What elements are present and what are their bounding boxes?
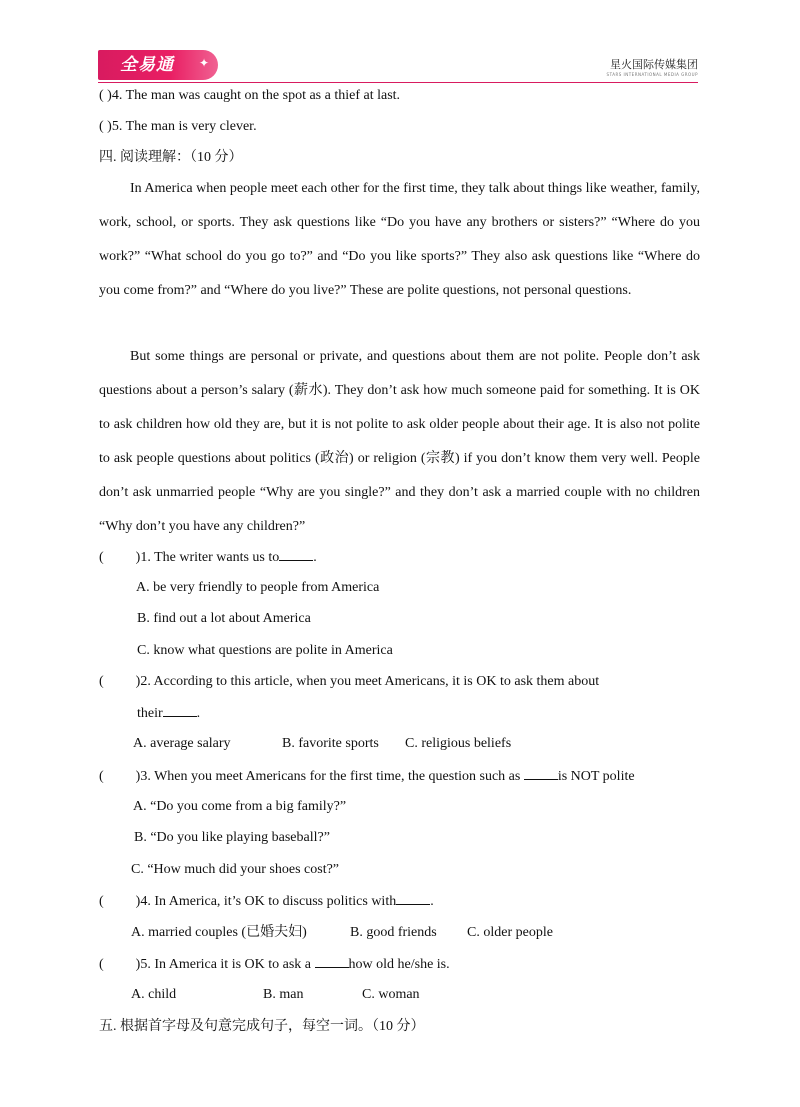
question-2-end: . <box>196 706 201 721</box>
section-5-title: 五. 根据首字母及句意完成句子，每空一词。（10 分） <box>99 1019 425 1034</box>
page-header <box>98 50 698 84</box>
q3-option-a: A. “Do you come from a big family?” <box>133 799 347 814</box>
answer-blank <box>279 548 313 561</box>
q4-option-b: B. good friends <box>350 925 437 940</box>
answer-blank <box>524 767 558 780</box>
q2-option-a: A. average salary <box>133 736 231 751</box>
top-item-4: ( )4. The man was caught on the spot as a thief at last. <box>99 88 401 103</box>
question-5 <box>99 955 450 974</box>
section-4-title: 四. 阅读理解：（10 分） <box>99 150 243 165</box>
logo-text: 全易通 <box>120 55 174 75</box>
q4-option-a: A. married couples (已婚夫妇) <box>131 925 307 940</box>
answer-blank <box>163 704 197 717</box>
question-1-stem: )1. The writer wants us to <box>135 550 280 565</box>
paren-open: ( <box>99 894 104 909</box>
question-2 <box>99 673 599 691</box>
question-1-end: . <box>313 550 317 565</box>
answer-blank <box>315 955 349 968</box>
header-divider <box>98 82 698 83</box>
question-3-stem: )3. When you meet Americans for the first time, the question such as <box>135 769 521 784</box>
answer-blank <box>396 892 430 905</box>
paren-open: ( <box>99 674 104 689</box>
publisher-mark <box>607 56 698 77</box>
q1-option-a: A. be very friendly to people from America <box>136 580 380 595</box>
q3-option-b: B. “Do you like playing baseball?” <box>134 830 330 845</box>
q4-option-c: C. older people <box>467 925 553 940</box>
paren-open: ( <box>99 550 104 565</box>
question-3 <box>99 767 635 786</box>
question-3-end: is NOT polite <box>557 769 635 784</box>
question-5-stem: )5. In America it is OK to ask a <box>135 957 312 972</box>
q2-option-b: B. favorite sports <box>282 736 379 751</box>
paren-open: ( <box>99 957 104 972</box>
question-4 <box>99 892 434 911</box>
q5-option-b: B. man <box>263 987 304 1002</box>
q2-option-c: C. religious beliefs <box>405 736 512 751</box>
star-icon: ✦ <box>198 56 210 70</box>
passage-paragraph-2: But some things are personal or private, and questions about them are not polite. People don’t ask questions about a person’s salary (薪水). They don’t ask how much someone paid for something. It is OK to ask children how old they are, but it is not polite to ask older people about their age. It is also not polite to ask people questions about politics (政治) or religion (宗教) if you don’t know them very well. People don’t ask unmarried people “Why are you single?” and they don’t ask a married couple with no children “Why don’t you have any children?” <box>99 349 700 534</box>
q5-option-a: A. child <box>131 987 177 1002</box>
paren-open: ( <box>99 769 104 784</box>
brand-logo <box>98 50 218 80</box>
top-item-5: ( )5. The man is very clever. <box>99 119 257 134</box>
question-2-continued <box>137 704 200 723</box>
question-4-stem: )4. In America, it’s OK to discuss politics with <box>135 894 397 909</box>
question-5-end: how old he/she is. <box>348 957 450 972</box>
q3-option-c: C. “How much did your shoes cost?” <box>131 862 340 877</box>
q1-option-c: C. know what questions are polite in America <box>137 643 393 658</box>
publisher-name-en: STARS INTERNATIONAL MEDIA GROUP <box>606 72 698 77</box>
question-1 <box>99 548 317 567</box>
passage-paragraph-1: In America when people meet each other for the first time, they talk about things like weather, family, work, school, or sports. They ask questions like “Do you have any brothers or sisters?” “Where do you work?” “What school do you go to?” and “Do you like sports?” They also ask questions like “Where do you come from?” and “Where do you live?” These are polite questions, not personal questions. <box>99 181 701 298</box>
question-2-stem: )2. According to this article, when you meet Americans, it is OK to ask them about <box>135 674 600 689</box>
q1-option-b: B. find out a lot about America <box>137 611 311 626</box>
question-4-end: . <box>430 894 434 909</box>
question-2-cont-text: their <box>137 706 163 721</box>
q5-option-c: C. woman <box>362 987 420 1002</box>
publisher-name-cn: 星火国际传媒集团 <box>610 58 698 71</box>
